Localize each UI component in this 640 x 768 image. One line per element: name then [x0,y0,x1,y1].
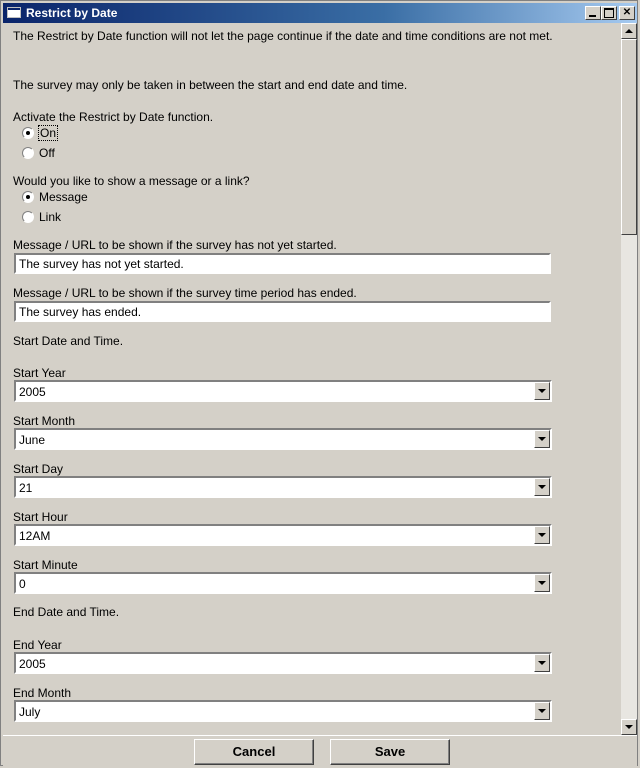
start-day-label: Start Day [13,462,64,476]
dropdown-arrow-icon[interactable] [534,430,550,448]
radio-label: Message [39,190,88,204]
start-month-select[interactable] [14,428,552,450]
end-year-label: End Year [13,638,62,652]
end-year-select[interactable] [14,652,552,674]
not-started-message-input[interactable]: The survey has not yet started. [14,253,551,274]
minimize-button[interactable] [585,6,601,20]
radio-label: On [40,126,57,140]
dropdown-arrow-icon[interactable] [534,526,550,544]
close-icon: ✕ [622,7,632,18]
scroll-up-arrow-icon[interactable] [621,23,637,39]
dropdown-arrow-icon[interactable] [534,654,550,672]
mode-label: Would you like to show a message or a link? [13,174,250,188]
intro-text: The Restrict by Date function will not let the page continue if the date and time conditions are not met. [13,29,553,43]
save-button[interactable]: Save [330,739,450,765]
start-year-label: Start Year [13,366,66,380]
button-bar [3,735,637,766]
radio-button[interactable] [22,211,34,223]
radio-label: Off [39,146,55,160]
radio-button[interactable] [22,147,34,159]
ended-message-input[interactable]: The survey has ended. [14,301,551,322]
cancel-button[interactable]: Cancel [194,739,314,765]
dropdown-arrow-icon[interactable] [534,382,550,400]
end-month-label: End Month [13,686,72,700]
intro-text-2: The survey may only be taken in between the start and end date and time. [13,78,408,92]
start-month-label: Start Month [13,414,76,428]
start-hour-select[interactable] [14,524,552,546]
end-month-select[interactable] [14,700,552,722]
close-button[interactable] [619,6,635,20]
title-bar[interactable] [3,3,637,23]
start-minute-label: Start Minute [13,558,78,572]
select-value: July [19,705,41,719]
scroll-thumb[interactable] [621,39,637,235]
start-year-select[interactable] [14,380,552,402]
activate-label: Activate the Restrict by Date function. [13,110,214,124]
select-value: June [19,433,46,447]
select-value: 2005 [19,657,46,671]
radio-button[interactable] [22,127,34,139]
form-content [3,23,621,735]
radio-label: Link [39,210,62,224]
maximize-button[interactable] [601,6,617,20]
window-icon [7,7,21,18]
dropdown-arrow-icon[interactable] [534,574,550,592]
start-heading: Start Date and Time. [13,334,124,348]
start-minute-select[interactable] [14,572,552,594]
dropdown-arrow-icon[interactable] [534,478,550,496]
select-value: 12AM [19,529,51,543]
not-started-label: Message / URL to be shown if the survey has not yet started. [13,238,337,252]
window-title: Restrict by Date [26,6,118,20]
ended-label: Message / URL to be shown if the survey time period has ended. [13,286,357,300]
radio-button[interactable] [22,191,34,203]
scroll-down-arrow-icon[interactable] [621,719,637,735]
start-hour-label: Start Hour [13,510,68,524]
select-value: 2005 [19,385,46,399]
select-value: 0 [19,577,26,591]
start-day-select[interactable] [14,476,552,498]
select-value: 21 [19,481,33,495]
vertical-scrollbar[interactable] [621,23,637,735]
end-heading: End Date and Time. [13,605,120,619]
dropdown-arrow-icon[interactable] [534,702,550,720]
